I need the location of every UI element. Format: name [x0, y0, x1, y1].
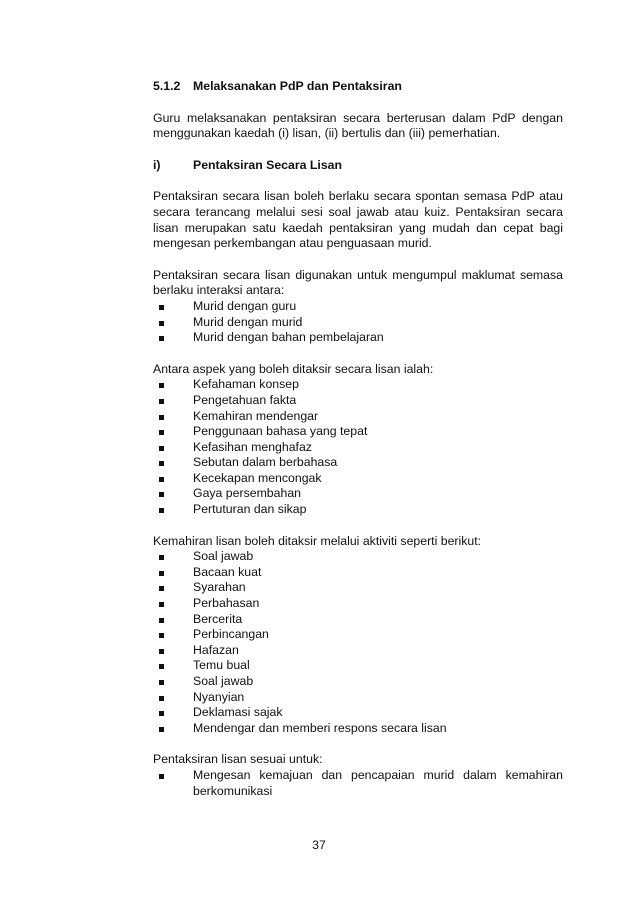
list-item-text: Murid dengan bahan pembelajaran	[193, 330, 384, 345]
bullet-icon	[153, 643, 193, 659]
bullet-icon	[153, 721, 193, 737]
list-item	[153, 330, 563, 346]
list-item-text: Pertuturan dan sikap	[193, 502, 307, 517]
list-item	[153, 580, 563, 596]
list-item	[153, 440, 563, 456]
bullet-icon	[153, 486, 193, 502]
suitability-list	[153, 768, 563, 799]
list-item	[153, 721, 563, 737]
list-item-text: Mengesan kemajuan dan pencapaian murid dalam kemahiran berkomunikasi	[193, 767, 563, 798]
bullet-icon	[153, 768, 193, 784]
subsection-title: Pentaksiran Secara Lisan	[193, 157, 343, 172]
list-item-text: Soal jawab	[193, 549, 254, 564]
bullet-icon	[153, 471, 193, 487]
list-item-text: Sebutan dalam berbahasa	[193, 455, 338, 470]
section-title: Melaksanakan PdP dan Pentaksiran	[193, 79, 402, 93]
bullet-icon	[153, 627, 193, 643]
list-item-text: Bacaan kuat	[193, 564, 262, 579]
list-item-text: Kefasihan menghafaz	[193, 439, 312, 454]
bullet-icon	[153, 455, 193, 471]
list-item	[153, 627, 563, 643]
bullet-icon	[153, 330, 193, 346]
section-number: 5.1.2	[153, 79, 181, 93]
bullet-icon	[153, 549, 193, 565]
list-item-text: Hafazan	[193, 642, 239, 657]
list-item	[153, 377, 563, 393]
bullet-icon	[153, 690, 193, 706]
bullet-icon	[153, 424, 193, 440]
list-item-text: Kefahaman konsep	[193, 377, 299, 392]
list-item	[153, 690, 563, 706]
list-item	[153, 471, 563, 487]
list-item	[153, 502, 563, 518]
list-item-text: Syarahan	[193, 580, 246, 595]
paragraph-5: Pentaksiran lisan sesuai untuk:	[153, 752, 323, 767]
bullet-icon	[153, 502, 193, 518]
bullet-icon	[153, 596, 193, 612]
interaction-list	[153, 299, 563, 346]
list-item	[153, 393, 563, 409]
list-item-text: Temu bual	[193, 658, 250, 673]
section-heading	[153, 79, 563, 95]
list-item-text: Kecekapan mencongak	[193, 470, 322, 485]
list-item	[153, 455, 563, 471]
subsection-heading	[153, 158, 563, 174]
page-number: 37	[312, 838, 326, 852]
bullet-icon	[153, 580, 193, 596]
activity-list	[153, 549, 563, 736]
list-item	[153, 315, 563, 331]
list-item-text: Murid dengan murid	[193, 314, 303, 329]
bullet-icon	[153, 658, 193, 674]
list-item-text: Deklamasi sajak	[193, 705, 283, 720]
bullet-icon	[153, 393, 193, 409]
bullet-icon	[153, 674, 193, 690]
list-item-text: Nyanyian	[193, 689, 245, 704]
subsection-number: i)	[153, 157, 161, 172]
bullet-icon	[153, 315, 193, 331]
list-item	[153, 565, 563, 581]
list-item-text: Perbincangan	[193, 627, 269, 642]
list-item-text: Kemahiran mendengar	[193, 408, 319, 423]
list-item	[153, 424, 563, 440]
bullet-icon	[153, 299, 193, 315]
list-item-text: Murid dengan guru	[193, 298, 297, 313]
paragraph-3: Antara aspek yang boleh ditaksir secara lisan ialah:	[153, 361, 434, 376]
list-item-text: Bercerita	[193, 611, 243, 626]
list-item	[153, 705, 563, 721]
list-item	[153, 612, 563, 628]
list-item-text: Mendengar dan memberi respons secara lisan	[193, 720, 447, 735]
list-item-text: Perbahasan	[193, 596, 260, 611]
list-item	[153, 768, 563, 799]
aspect-list	[153, 377, 563, 517]
list-item	[153, 549, 563, 565]
list-item-text: Pengetahuan fakta	[193, 392, 297, 407]
list-item	[153, 596, 563, 612]
list-item	[153, 409, 563, 425]
list-item-text: Soal jawab	[193, 674, 254, 688]
list-item	[153, 658, 563, 674]
bullet-icon	[153, 612, 193, 628]
page-content	[153, 79, 563, 799]
intro-paragraph: Guru melaksanakan pentaksiran secara berterusan dalam PdP dengan menggunakan kaedah (i) lisan, (ii) bertulis dan (iii) pemerhatian.	[153, 110, 563, 141]
list-item	[153, 299, 563, 315]
list-item-text: Penggunaan bahasa yang tepat	[193, 424, 368, 439]
list-item	[153, 486, 563, 502]
paragraph-2: Pentaksiran secara lisan digunakan untuk mengumpul maklumat semasa berlaku interaksi antara:	[153, 267, 563, 298]
bullet-icon	[153, 565, 193, 581]
list-item	[153, 643, 563, 659]
list-item	[153, 674, 563, 690]
bullet-icon	[153, 705, 193, 721]
paragraph-4: Kemahiran lisan boleh ditaksir melalui aktiviti seperti berikut:	[153, 533, 482, 548]
list-item-text: Gaya persembahan	[193, 486, 302, 501]
bullet-icon	[153, 377, 193, 393]
bullet-icon	[153, 409, 193, 425]
paragraph-1: Pentaksiran secara lisan boleh berlaku secara spontan semasa PdP atau secara terancang melalui sesi soal jawab atau kuiz. Pentaksiran secara lisan merupakan satu kaedah pentaksiran yang mudah dan cepat bagi mengesan perkembangan atau penguasaan murid.	[153, 189, 563, 251]
bullet-icon	[153, 440, 193, 456]
